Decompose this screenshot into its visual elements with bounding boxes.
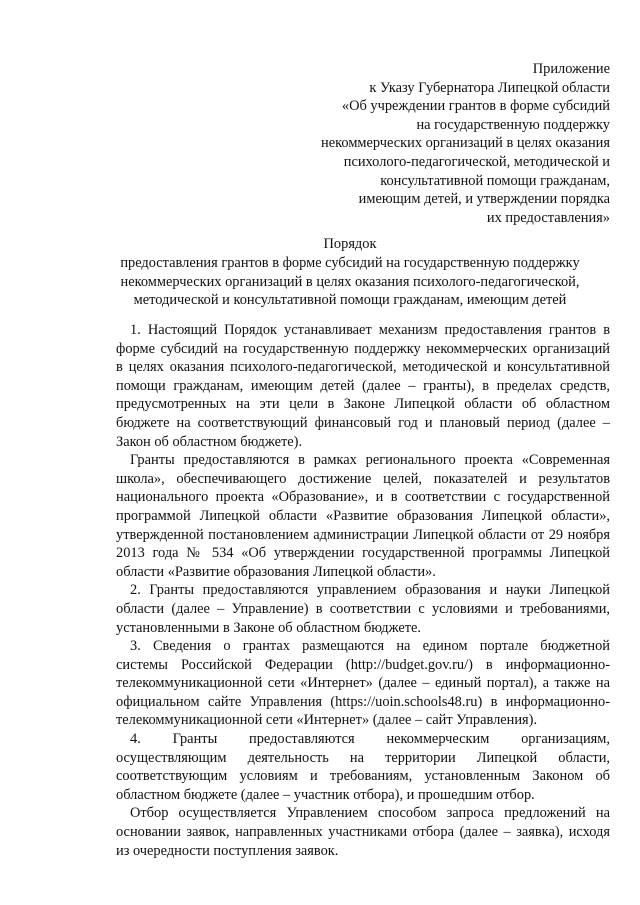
paragraph-line: 4. Гранты предоставляются некоммерческим организациям, [130, 731, 610, 748]
paragraph-line: 2. Гранты предоставляются управлением образования и науки Липецкой [130, 582, 610, 599]
paragraph-line: программой Липецкой области «Развитие образования Липецкой области», [116, 507, 610, 524]
paragraph-line: в целях оказания психолого-педагогической, методической и консультативной [116, 359, 610, 376]
paragraph-line: области «Развитие образования Липецкой области». [116, 563, 436, 580]
paragraph-line: из очередности поступления заявок. [116, 842, 339, 859]
paragraph-line: телекоммуникационной сети «Интернет» (далее – сайт Управления). [116, 712, 538, 729]
appendix-line: их предоставления» [486, 209, 610, 226]
paragraph-line: форме субсидий на государственную поддержку некоммерческих организаций [116, 340, 610, 357]
document-subtitle [100, 254, 600, 310]
paragraph-line: Закон об областном бюджете). [116, 433, 303, 450]
title-text: Порядок [323, 236, 377, 252]
appendix-line: к Указу Губернатора Липецкой области [369, 79, 610, 96]
paragraph-line: утвержденной постановлением администрации Липецкой области от 29 ноября [116, 526, 610, 543]
appendix-block [321, 60, 610, 227]
paragraph [116, 637, 610, 730]
subtitle-line: некоммерческих организаций в целях оказания психолого-педагогической, [120, 273, 580, 290]
paragraph [116, 730, 610, 804]
paragraph [116, 451, 610, 581]
paragraph-line: областном бюджете (далее – участник отбора), и прошедшим отбор. [116, 786, 535, 803]
subtitle-line: предоставления грантов в форме субсидий на государственную поддержку [120, 255, 580, 271]
paragraph-line: 1. Настоящий Порядок устанавливает механизм предоставления грантов в [130, 322, 610, 338]
paragraph [116, 321, 610, 451]
paragraph-line: официальном сайте Управления (https://uoin.schools48.ru) в информационно- [116, 693, 610, 710]
appendix-line: консультативной помощи гражданам, [380, 172, 610, 189]
appendix-line: «Об учреждении грантов в форме субсидий [341, 98, 610, 115]
appendix-line: некоммерческих организаций в целях оказания [321, 135, 610, 152]
subtitle-line: методической и консультативной помощи гражданам, имеющим детей [133, 292, 567, 309]
paragraph [116, 581, 610, 637]
appendix-line: Приложение [532, 61, 610, 77]
paragraph-line: области (далее – Управление) в соответствии с условиями и требованиями, [116, 600, 610, 617]
paragraph-line: основании заявок, направленных участниками отбора (далее – заявка), исходя [116, 824, 610, 841]
paragraph-line: 2013 года № 534 «Об утверждении государственной программы Липецкой [116, 545, 610, 562]
paragraph-line: школа», обеспечивающего достижение целей, показателей и результатов [116, 470, 610, 487]
document-title [100, 235, 600, 254]
appendix-line: на государственную поддержку [416, 116, 610, 133]
paragraph-line: Гранты предоставляются в рамках регионального проекта «Современная [130, 452, 610, 469]
paragraph-line: соответствующим условиям и требованиям, установленным Законом об [116, 768, 610, 785]
appendix-line: психолого-педагогической, методической и [343, 153, 610, 170]
paragraph-line: телекоммуникационной сети «Интернет» (далее – единый портал), а также на [116, 675, 610, 692]
paragraph-line: 3. Сведения о грантах размещаются на едином портале бюджетной [130, 638, 610, 655]
paragraph-line: осуществляющим деятельность на территории Липецкой области, [116, 749, 610, 766]
paragraph [116, 804, 610, 860]
paragraph-line: Отбор осуществляется Управлением способом запроса предложений на [130, 805, 610, 822]
paragraph-line: национального проекта «Образование», и в соответствии с государственной [116, 489, 610, 506]
paragraph-line: установленными в Законе об областном бюджете. [116, 619, 422, 636]
appendix-line: имеющим детей, и утверждении порядка [358, 191, 610, 208]
paragraph-line: предусмотренных на эти цели в Законе Липецкой области об областном [116, 396, 610, 413]
paragraph-line: системы Российской Федерации (http://budget.gov.ru/) в информационно- [116, 656, 610, 673]
document-body [116, 321, 610, 860]
paragraph-line: помощи гражданам, имеющим детей (далее – гранты), в пределах средств, [116, 377, 610, 394]
paragraph-line: бюджете на соответствующий финансовый год и плановый период (далее – [116, 414, 610, 431]
